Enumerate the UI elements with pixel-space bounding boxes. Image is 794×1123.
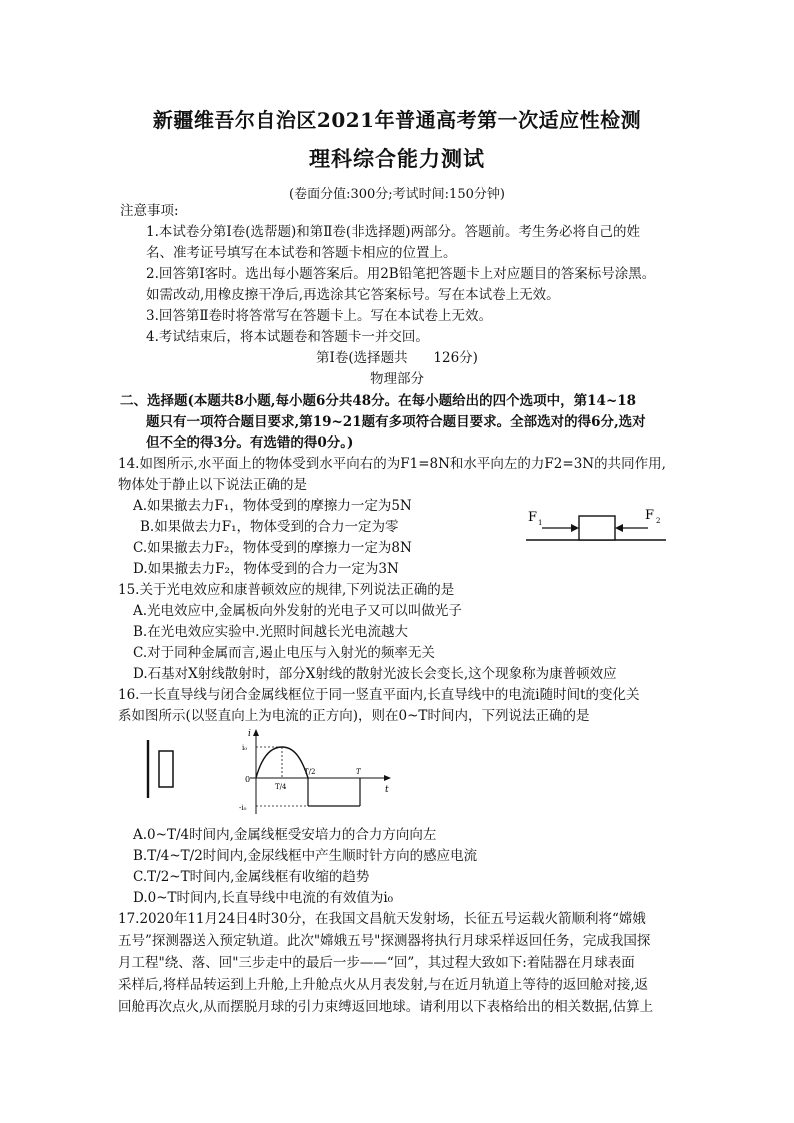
q16-option-a: A.0~T/4时间内,金属线框受安培力的合力方向向左 [133,827,437,843]
note-line: 3.回答第Ⅱ卷时将答常写在答题卡上。写在本试卷上无效。 [146,308,493,324]
q14-option-c: C.如果撤去力F₂，物体受到的摩擦力一定为8N [133,540,412,556]
question-17-text: 月工程"绕、落、回"三步走中的最后一步——“回”，其过程大致如下:着陆器在月球表面 [118,955,635,971]
x-axis-label: t [385,785,389,795]
y-axis-label: i [248,729,251,739]
i0-label: i₀ [242,744,248,752]
question-16-stem: 16.一长直导线与闭合金属线框位于同一竖直平面内,长直导线中的电流i随时间t的变化关 [118,687,640,703]
q15-option-b: B.在光电效应实验中.光照时间越长光电流越大 [133,624,409,640]
note-line: 1.本试卷分第Ⅰ卷(选帮题)和第Ⅱ卷(非选择题)两部分。答题前。考生务必将自己的姓 [146,224,640,240]
question-14-stem: 14.如图所示,水平面上的物体受到水平向右的为F1=8N和水平向左的力F2=3N的共同作用, [118,456,666,472]
section-instructions: 题只有一项符合题目要求,第19~21题有多项符合题目要求。全部选对的得6分,选对 [146,414,646,430]
section-title: 物理部分 [370,371,424,387]
page-subtitle: 理科综合能力测试 [309,146,485,171]
section-instructions: 但不全的得3分。有选错的得0分。) [146,435,354,451]
note-line: 4.考试结束后，将本试题卷和答题卡一并交回。 [146,329,429,345]
note-line: 名、准考证号填写在本试卷和答题卡相应的位置上。 [146,245,457,261]
f1-subscript: 1 [538,519,543,527]
t-half-label: T/2 [304,768,316,776]
question-14-stem: 物体处于静止以下说法正确的是 [118,477,307,493]
q16-option-d: D.0~T时间内,长直导线中电流的有效值为i₀ [133,890,394,906]
current-time-graph [238,726,398,816]
exam-info: (卷面分值:300分;考试时间:150分钟) [289,187,505,202]
origin-label: 0 [245,775,251,784]
note-line: 2.回答第Ⅰ客时。选出每小题答案后。用2B铅笔把答题卡上对应题目的答案标号涂黑。 [146,266,656,282]
question-16-stem: 系如图所示(以竖直向上为电流的正方向)，则在0~T时间内，下列说法正确的是 [118,708,590,724]
q14-option-b: B.如果做去力F₁，物体受到的合力一定为零 [140,519,399,535]
question-15-stem: 15.关于光电效应和康普顿效应的规律,下列说法正确的是 [118,582,455,598]
q16-option-b: B.T/4~T/2时间内,金尿线框中产生顺时针方向的感应电流 [133,848,478,864]
page-title: 新疆维吾尔自治区2021年普通高考第一次适应性检测 [152,108,642,132]
t-quarter-label: T/4 [275,783,287,791]
question-17-text: 17.2020年11月24日4时30分，在我国文昌航天发射场，长征五号运载火箭顺利将“嫦娥 [118,911,646,927]
wire-and-loop-diagram [140,738,185,800]
f1-label: F [528,510,538,525]
neg-i0-label: -i₀ [239,804,247,812]
f2-subscript: 2 [656,517,661,525]
question-17-text: 采样后,将样品转运到上升舱,上升舱点火从月表发射,与在近月轨道上等待的返回舱对接,返 [118,977,649,993]
question-17-text: 五号”探测器送入预定轨道。此次"嫦娥五号"探测器将执行月球采样返回任务，完成我国探 [118,933,651,949]
q14-option-a: A.如果撤去力F₁，物体受到的摩擦力一定为5N [133,498,412,514]
part-title: 第Ⅰ卷(选择题共 126分) [316,350,478,366]
q14-option-d: D.如果撤去力F₂，物体受到的合力一定为3N [133,561,399,577]
q16-option-c: C.T/2~T时间内,金属线框有收缩的趋势 [133,869,370,885]
note-line: 如需改动,用橡皮擦干净后,再选涂其它答案标号。写在本试卷上无效。 [146,287,560,303]
f2-label: F [645,508,655,523]
section-instructions: 二、选择题(本题共8小题,每小题6分共48分。在每小题给出的四个选项中，第14~18 [120,393,637,409]
question-17-text: 回舱再次点火,从而摆脱月球的引力束缚返回地球。请利用以下表格给出的相关数据,估算上 [118,999,654,1015]
q15-option-a: A.光电效应中,金属板向外发射的光电子又可以叫做光子 [133,603,462,619]
force-diagram [524,506,669,546]
q15-option-c: C.对于同种金属而言,遏止电压与入射光的频率无关 [133,645,435,661]
notes-heading: 注意事项: [120,203,179,219]
q15-option-d: D.石基对X射线散射时，部分X射线的散射光波长会变长,这个现象称为康普顿效应 [133,666,617,682]
t-label: T [356,768,361,776]
